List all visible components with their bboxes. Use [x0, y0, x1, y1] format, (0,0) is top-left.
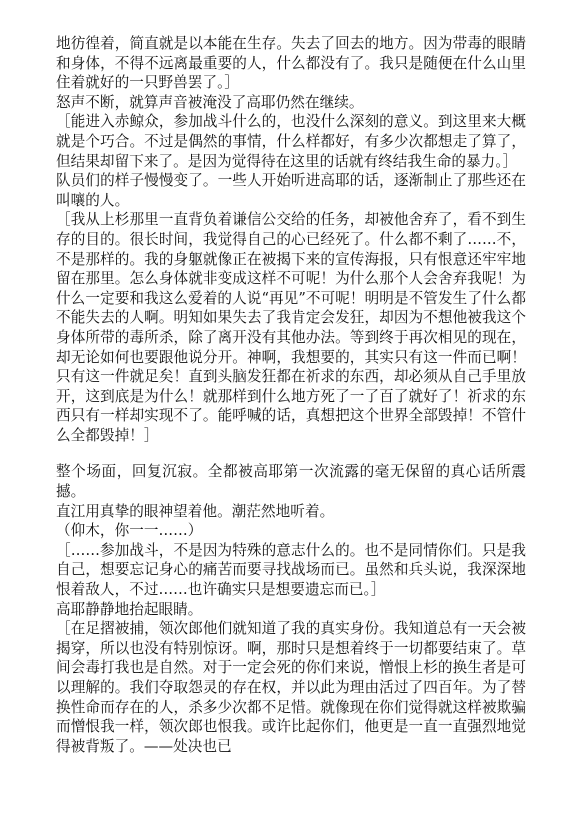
novel-page — [56, 34, 526, 756]
paragraph-11: ［在足摺被捕，领次郎他们就知道了我的真实身份。我知道总有一天会被揭穿，所以也没有特别惊讶。啊，那时只是想着终于一切都要结束了。草间会毒打我也是自然。对于一定会死的你们来说，憎恨上杉的换生者是可以理解的。我们夺取怨灵的存在权，并以此为理由活过了四百年。为了替换性命而存在的人，杀多少次都不足惜。就像现在你们觉得就这样被欺骗而憎恨我一样，领次郎也恨我。或许比起你们，他更是一直一直强烈地觉得被背叛了。——处决也已 — [56, 620, 526, 755]
paragraph-1: 地彷徨着，简直就是以本能在生存。失去了回去的地方。因为带毒的眼睛和身体，不得不远离最重要的人，什么都没有了。我只是随便在什么山里住着就好的一只野兽罢了。］ — [56, 35, 526, 92]
paragraph-7: 直江用真挚的眼神望着他。潮茫然地听着。 — [56, 502, 335, 520]
paragraph-6: 整个场面，回复沉寂。全都被高耶第一次流露的毫无保留的真心话所震撼。 — [56, 463, 526, 501]
paragraph-8: （仰木，你一一……） — [56, 522, 203, 540]
paragraph-gap — [56, 445, 526, 462]
paragraph-2: 怒声不断，就算声音被淹没了高耶仍然在继续。 — [56, 93, 364, 111]
paragraph-3: ［能进入赤鲸众，参加战斗什么的，也没什么深刻的意义。到这里来大概就是个巧合。不过是偶然的事情，什么样都好，有多少次都想走了算了，但结果却留下来了。是因为觉得待在这里的话就有终结我生命的暴力。］ — [56, 113, 526, 170]
paragraph-9: ［……参加战斗，不是因为特殊的意志什么的。也不是同情你们。只是我自己，想要忘记身心的痛苦而要寻找战场而已。虽然和兵头说，我深深地恨着敌人，不过……也许确实只是想要遗忘而已。］ — [56, 541, 526, 599]
paragraph-4: 队员们的样子慢慢变了。一些人开始听进高耶的话，逐渐制止了那些还在叫嚷的人。 — [56, 172, 526, 209]
paragraph-10: 高耶静静地抬起眼睛。 — [56, 600, 203, 618]
paragraph-5: ［我从上杉那里一直背负着谦信公交给的任务，却被他舍弃了，看不到生存的目的。很长时间，我觉得自己的心已经死了。什么都不剩了……不，不是那样的。我的身躯就像正在被揭下来的宣传海报，只有恨意还牢牢地留在那里。怎么身体就非变成这样不可呢！为什么那个人会舍弃我呢！为什么一定要和我这么爱着的人说“再见”不可呢！明明是不管发生了什么都不能失去的人啊。明知如果失去了我肯定会发狂，却因为不想他被我这个身体所带的毒所杀，除了离开没有其他办法。等到终于再次相见的现在，却无论如何也要跟他说分开。神啊，我想要的，其实只有这一件而已啊！只有这一件就足矣！直到头脑发狂都在祈求的东西，却必须从自己手里放开，这到底是为什么！就那样到什么地方死了一了百了就好了！祈求的东西只有一样却实现不了。能呼喊的话，真想把这个世界全部毁掉！不管什么全都毁掉！］ — [56, 211, 526, 444]
